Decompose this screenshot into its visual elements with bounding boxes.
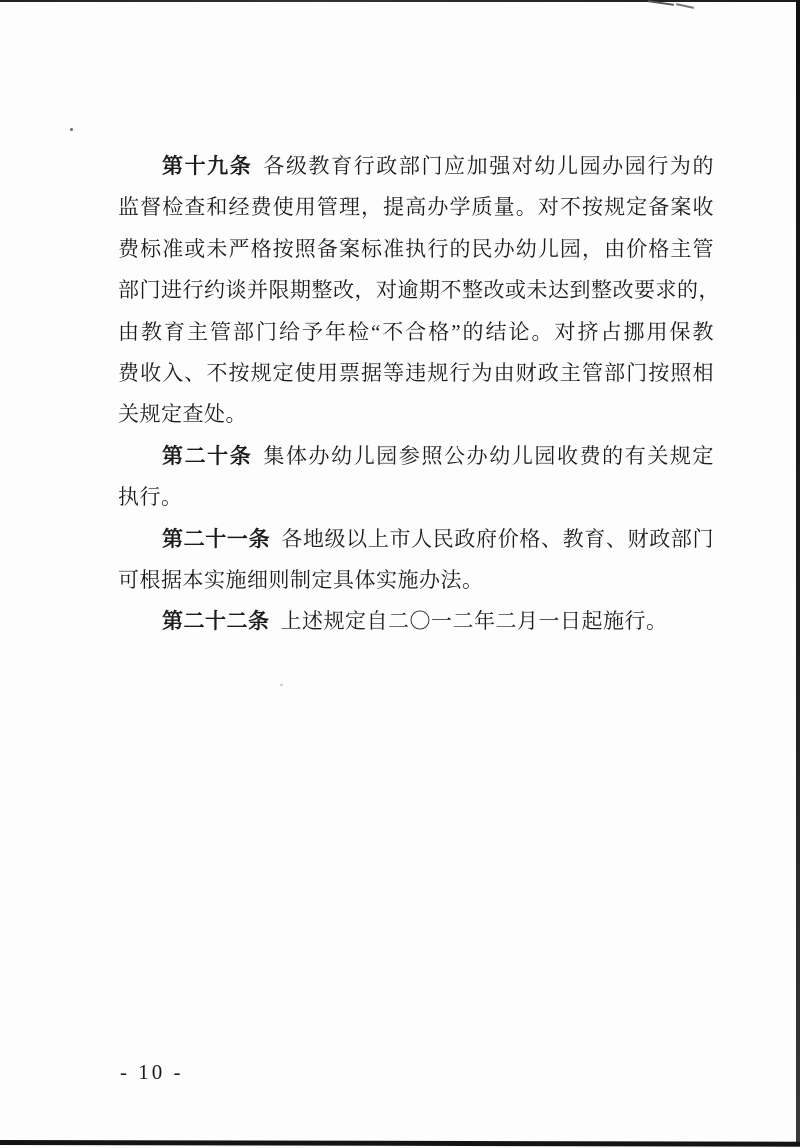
line-text: 执行。 <box>118 485 183 510</box>
article-21-number: 第二十一条 <box>162 526 271 551</box>
line-text: 监督检查和经费使用管理，提高办学质量。对不按规定备案收 <box>118 195 714 220</box>
page-number: - 10 - <box>120 1060 184 1084</box>
doc-line <box>118 312 714 353</box>
scan-edge-right <box>796 0 800 1146</box>
line-text: 集体办幼儿园参照公办幼儿园收费的有关规定 <box>263 443 715 468</box>
doc-line-paragraph-end <box>118 394 714 435</box>
line-text: 由教育主管部门给予年检“不合格”的结论。对挤占挪用保教 <box>118 319 714 344</box>
scan-edge-bottom <box>0 1140 800 1147</box>
scan-speck <box>280 684 283 686</box>
line-text: 费收入、不按规定使用票据等违规行为由财政主管部门按照相 <box>118 360 714 385</box>
article-22-number: 第二十二条 <box>162 609 270 634</box>
doc-line <box>118 229 714 270</box>
line-text: 各级教育行政部门应加强对幼儿园办园行为的 <box>263 154 715 178</box>
scan-scratch <box>676 3 694 9</box>
doc-line-article-21 <box>118 519 714 560</box>
article-20-number: 第二十条 <box>162 443 253 468</box>
doc-line <box>118 187 714 228</box>
doc-line-paragraph-end <box>118 477 714 518</box>
doc-line <box>118 270 720 311</box>
doc-line-article-19 <box>118 146 714 187</box>
scan-speck <box>70 128 73 131</box>
doc-line-article-20 <box>118 436 714 477</box>
line-text: 费标准或未严格按照备案标准执行的民办幼儿园，由价格主管 <box>118 236 714 261</box>
line-text: 关规定查处。 <box>118 402 247 427</box>
doc-line-article-22 <box>118 601 714 642</box>
line-text: 各地级以上市人民政府价格、教育、财政部门 <box>281 526 715 551</box>
line-text: 部门进行约谈并限期整改，对逾期不整改或未达到整改要求的， <box>118 278 720 303</box>
article-19-number: 第十九条 <box>162 154 253 178</box>
line-text: 上述规定自二〇一二年二月一日起施行。 <box>280 609 668 634</box>
doc-line-paragraph-end <box>118 560 714 601</box>
document-body <box>118 146 720 643</box>
scan-edge-top <box>0 0 800 2</box>
doc-line <box>118 353 714 394</box>
line-text: 可根据本实施细则制定具体实施办法。 <box>118 567 484 592</box>
